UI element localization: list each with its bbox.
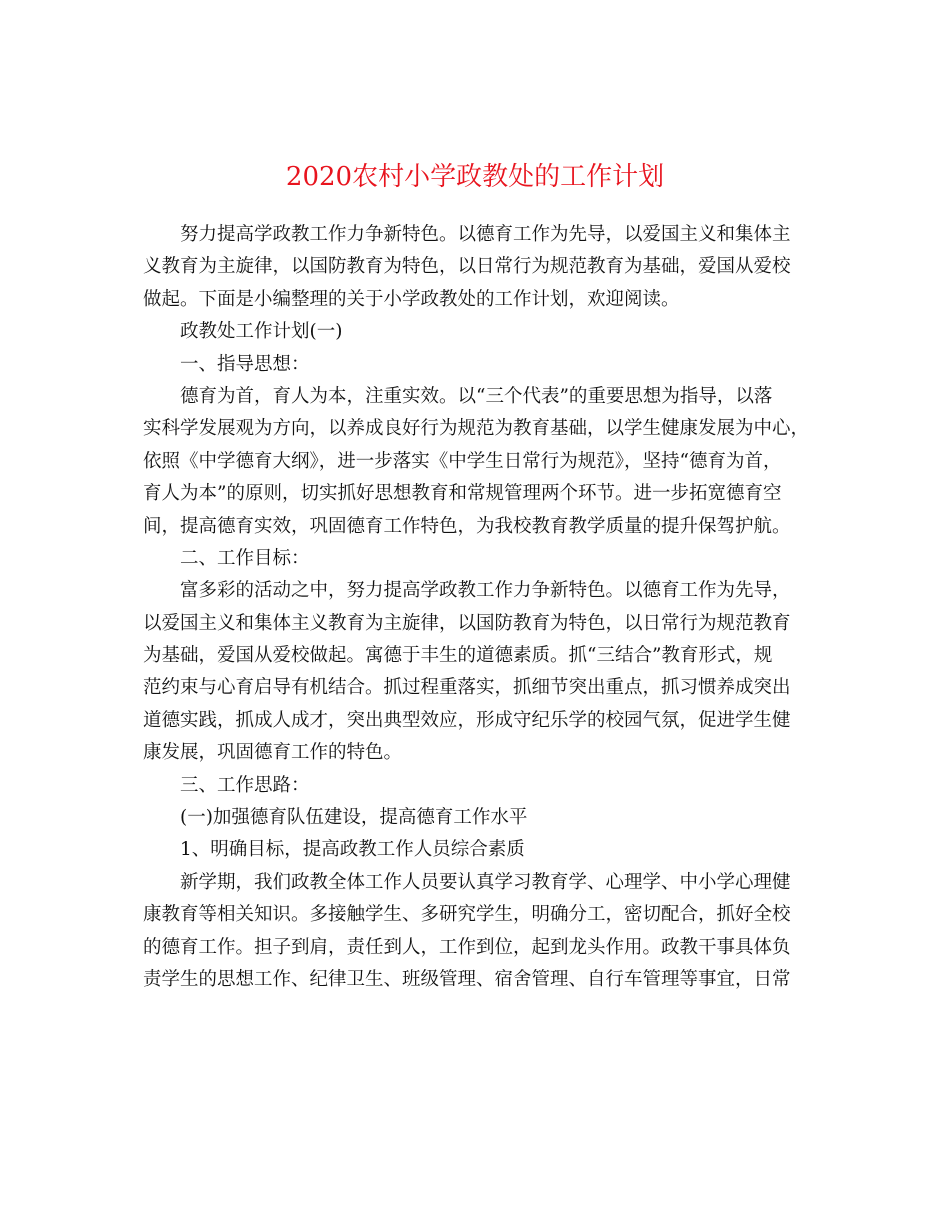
- text-line: 实科学发展观为方向，以养成良好行为规范为教育基础，以学生健康发展为中心，: [143, 418, 810, 440]
- document-body: [143, 219, 810, 996]
- text-line: 富多彩的活动之中，努力提高学政教工作力争新特色。以德育工作为先导，: [180, 580, 791, 602]
- text-line: 康发展，巩固德育工作的特色。: [143, 742, 403, 764]
- text-line: (一)加强德育队伍建设，提高德育工作水平: [180, 807, 528, 829]
- text-line: 道德实践，抓成人成才，突出典型效应，形成守纪乐学的校园气氛，促进学生健: [143, 709, 791, 731]
- text-line: 德育为首，育人为本，注重实效。以“三个代表”的重要思想为指导，以落: [180, 385, 773, 407]
- text-line: 康教育等相关知识。多接触学生、多研究学生，明确分工，密切配合，抓好全校: [143, 904, 791, 926]
- text-line: 一、指导思想：: [180, 353, 310, 375]
- text-line: 努力提高学政教工作力争新特色。以德育工作为先导，以爱国主义和集体主: [180, 224, 791, 245]
- text-line: 政教处工作计划(一): [180, 321, 343, 343]
- text-line: 间，提高德育实效，巩固德育工作特色，为我校教育教学质量的提升保驾护航。: [143, 515, 791, 537]
- text-line: 三、工作思路：: [180, 774, 310, 796]
- document-title: 2020农村小学政教处的工作计划: [285, 162, 665, 193]
- text-line: 育人为本”的原则，切实抓好思想教育和常规管理两个环节。进一步拓宽德育空: [143, 483, 782, 505]
- text-line: 的德育工作。担子到肩，责任到人，工作到位，起到龙头作用。政教干事具体负: [143, 936, 791, 958]
- text-line: 义教育为主旋律，以国防教育为特色，以日常行为规范教育为基础，爱国从爱校: [143, 256, 791, 278]
- text-line: 为基础，爱国从爱校做起。寓德于丰生的道德素质。抓“三结合”教育形式，规: [143, 645, 773, 667]
- text-line: 1、明确目标，提高政教工作人员综合素质: [180, 839, 525, 861]
- text-line: 二、工作目标：: [180, 547, 310, 569]
- text-line: 范约束与心育启导有机结合。抓过程重落实，抓细节突出重点，抓习惯养成突出: [143, 677, 791, 699]
- text-line: 做起。下面是小编整理的关于小学政教处的工作计划，欢迎阅读。: [143, 288, 680, 310]
- text-line: 依照《中学德育大纲》，进一步落实《中学生日常行为规范》，坚持“德育为首，: [143, 450, 782, 472]
- text-line: 新学期，我们政教全体工作人员要认真学习教育学、心理学、中小学心理健: [180, 871, 791, 893]
- text-line: 责学生的思想工作、纪律卫生、班级管理、宿舍管理、自行车管理等事宜，日常: [143, 968, 791, 990]
- text-line: 以爱国主义和集体主义教育为主旋律，以国防教育为特色，以日常行为规范教育: [143, 612, 791, 634]
